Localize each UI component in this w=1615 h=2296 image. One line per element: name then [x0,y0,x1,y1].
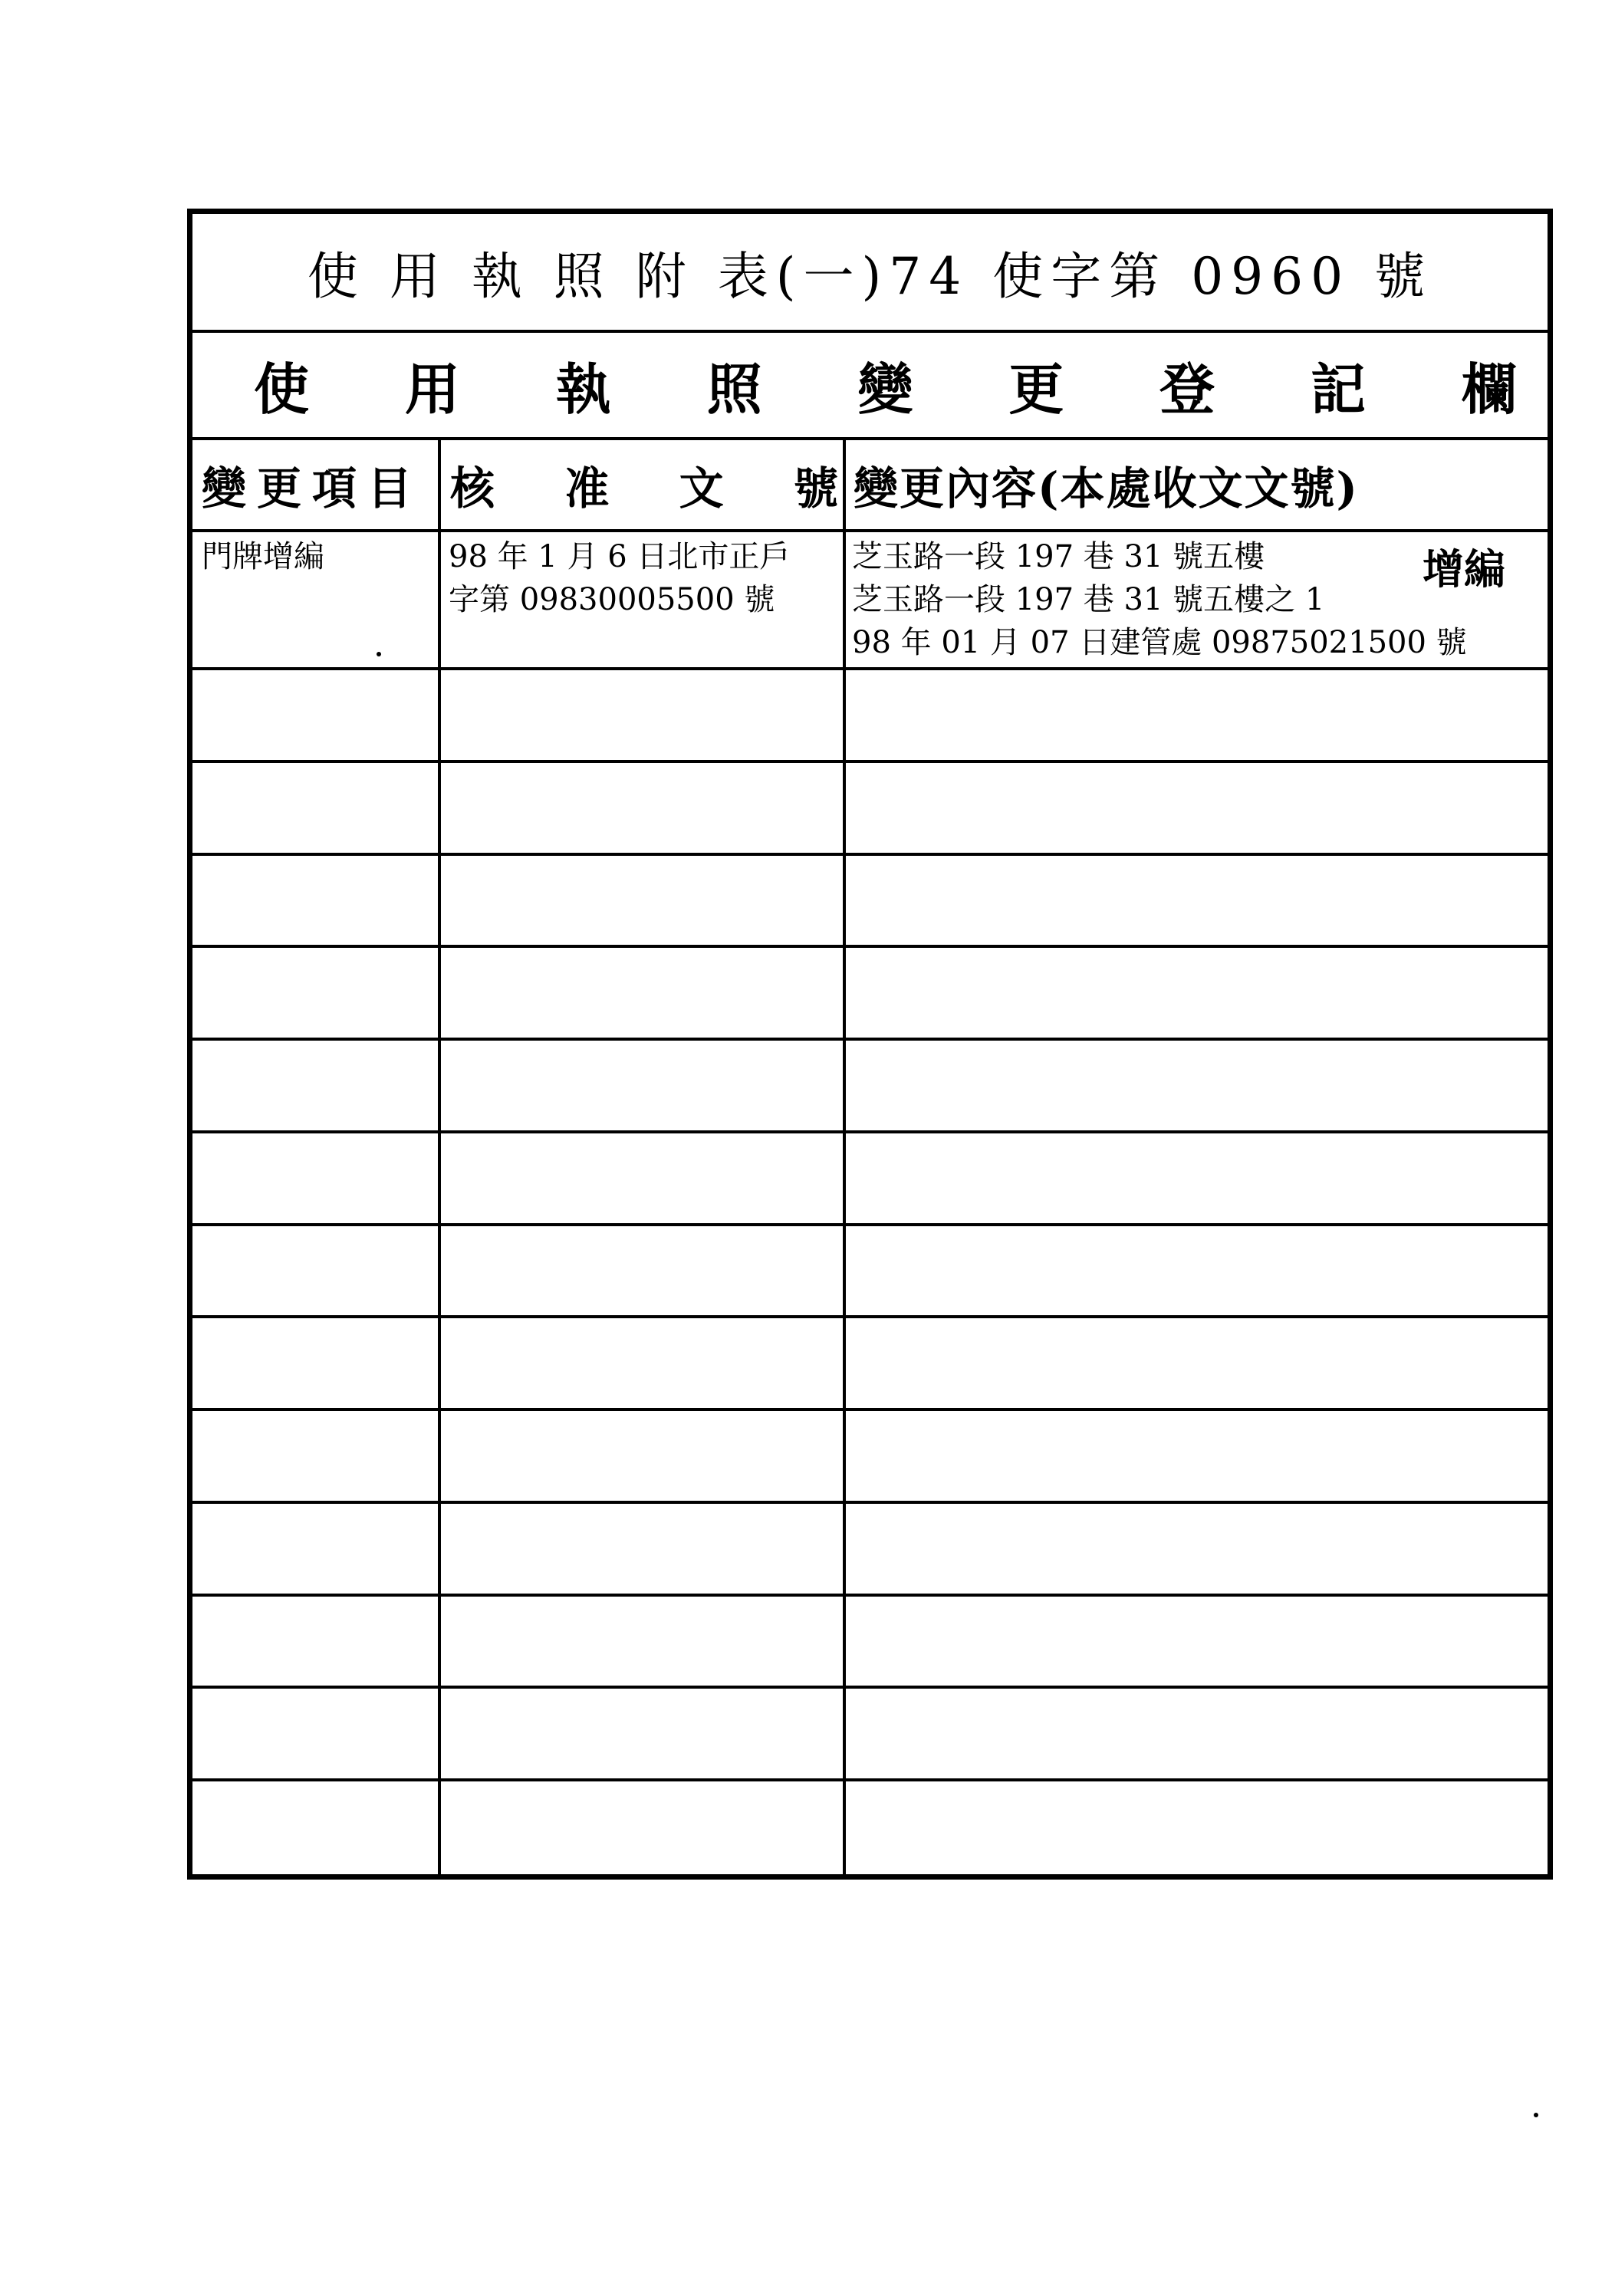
empty-table-row [192,763,1548,856]
empty-table-row [192,1781,1548,1874]
heading-char: 記 [1311,357,1367,422]
empty-table-row [192,1318,1548,1411]
content-line: 芝玉路一段 197 巷 31 號五樓之 1 [852,582,1325,617]
heading-char: 登 [1159,357,1215,422]
form-title-row [192,214,1548,333]
approval-line: 字第 09830005500 號 [449,582,775,617]
empty-table-row [192,1504,1548,1597]
empty-table-row [192,948,1548,1041]
cell-approval [449,532,840,667]
approval-line: 98 年 1 月 6 日北市正戶 [449,539,791,574]
form-heading-row [192,333,1548,440]
cell-content [852,532,1551,667]
empty-table-row [192,1411,1548,1504]
heading-char: 執 [555,357,611,422]
form-title: 使 用 執 照 附 表(一)74 使字第 0960 號 [307,247,1433,306]
empty-table-row [192,1133,1548,1226]
empty-table-row [192,856,1548,949]
stray-mark [1534,2113,1538,2117]
table-row [192,532,1548,670]
empty-table-row [192,670,1548,763]
blank-rows [192,670,1548,1874]
heading-char: 照 [706,357,762,422]
heading-char: 欄 [1461,357,1517,422]
register-table [192,440,1548,1874]
usage-license-form [187,209,1553,1880]
empty-table-row [192,1597,1548,1689]
empty-table-row [192,1689,1548,1781]
column-header-char: 文 [679,462,724,515]
heading-char: 更 [1008,357,1064,422]
cell-item [202,532,432,667]
column-header-item: 變更項目 [192,440,441,532]
heading-char: 變 [857,357,913,422]
column-header-approval [441,440,846,532]
column-header-char: 號 [793,462,838,515]
content-line: 98 年 01 月 07 日建管處 09875021500 號 [852,625,1467,660]
heading-char: 使 [254,357,310,422]
empty-table-row [192,1226,1548,1319]
column-header-char: 准 [564,462,610,515]
content-line: 芝玉路一段 197 巷 31 號五樓 [852,539,1265,574]
stamp-text: 增編 [1423,544,1505,594]
entry-item: 門牌增編 [202,539,324,574]
heading-char: 用 [404,357,460,422]
column-header-char: 核 [450,462,495,515]
column-header-content: 變更內容(本處收文文號) [846,440,1553,532]
stray-mark [377,652,381,656]
empty-table-row [192,1041,1548,1133]
